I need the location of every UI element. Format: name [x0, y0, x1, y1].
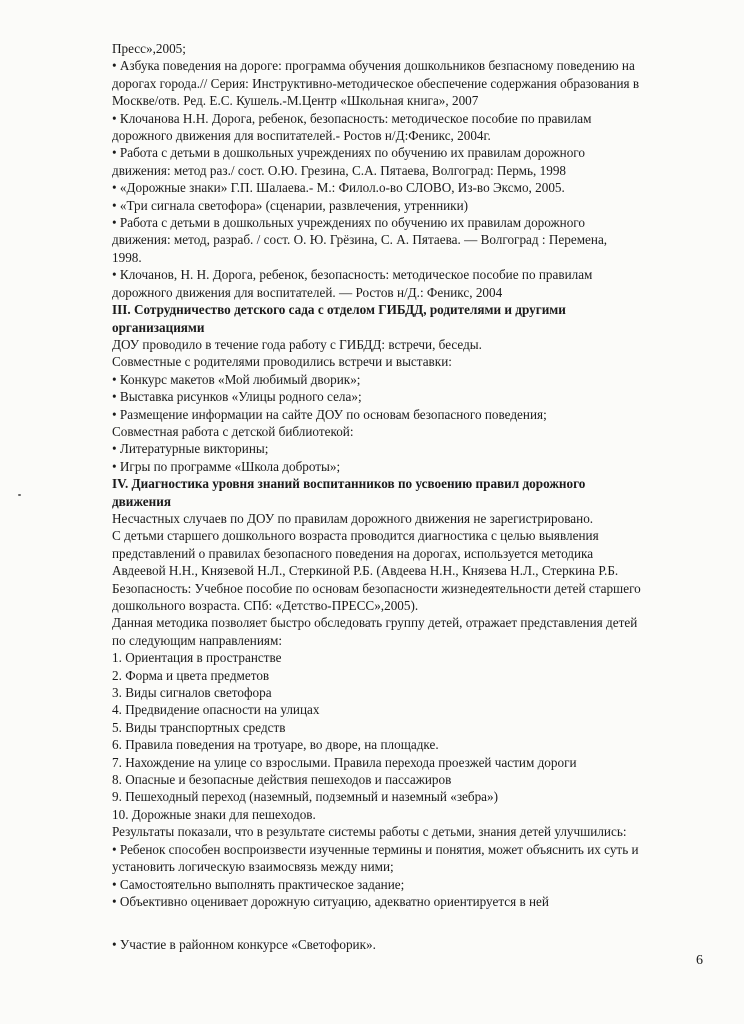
text-line: • Объективно оценивает дорожную ситуацию, адекватно ориентируется в ней — [112, 893, 549, 909]
text-line: • Ребенок способен воспроизвести изученные термины и понятия, может объяснить их суть и — [112, 841, 639, 857]
text-line: движения: метод, разраб. / сост. О. Ю. Грёзина, С. А. Пятаева. — Волгоград : Перемена, — [112, 232, 608, 248]
text-line: представлений о правилах безопасного поведения на дорогах, используется методика — [112, 545, 594, 561]
text-line: • Участие в районном конкурсе «Светофорик». — [112, 937, 376, 953]
text-line: по следующим направлениям: — [112, 632, 282, 648]
text-line: ДОУ проводило в течение года работу с ГИБДД: встречи, беседы. — [112, 336, 482, 352]
text-line: • Клочанов, Н. Н. Дорога, ребенок, безопасность: методическое пособие по правилам — [112, 267, 593, 283]
text-line: 10. Дорожные знаки для пешеходов. — [112, 806, 316, 822]
text-line: 6. Правила поведения на тротуаре, во дворе, на площадке. — [112, 737, 439, 753]
text-line: • Размещение информации на сайте ДОУ по основам безопасного поведения; — [112, 406, 547, 422]
section-heading-line: IV. Диагностика уровня знаний воспитанников по усвоению правил дорожного — [112, 476, 586, 492]
text-line: • Работа с детьми в дошкольных учреждениях по обучению их правилам дорожного — [112, 215, 585, 231]
text-line: • Литературные викторины; — [112, 441, 269, 457]
text-line: дорогах города.// Серия: Инструктивно-методическое обеспечение содержания образования в — [112, 75, 640, 91]
text-line: дошкольного возраста. СПб: «Детство-ПРЕСС»,2005). — [112, 598, 419, 613]
text-line: 5. Виды транспортных средств — [112, 719, 286, 735]
text-line: • Азбука поведения на дороге: программа обучения дошкольников безпасному поведению на — [112, 58, 635, 74]
text-line: 7. Нахождение на улице со взрослыми. Правила перехода проезжей частим дороги — [112, 754, 577, 770]
text-line: • Конкурс макетов «Мой любимый дворик»; — [112, 371, 361, 387]
text-line: Пресс»,2005; — [112, 41, 186, 56]
text-line: • Самостоятельно выполнять практическое задание; — [112, 876, 405, 892]
text-line: Авдеевой Н.Н., Князевой Н.Л., Стеркиной Р.Б. (Авдеева Н.Н., Князева Н.Л., Стеркина Р.Б. — [112, 563, 619, 579]
text-line: Безопасность: Учебное пособие по основам безопасности жизнедеятельности детей старшего — [112, 580, 641, 596]
text-line: 8. Опасные и безопасные действия пешеходов и пассажиров — [112, 772, 452, 788]
text-line: Москве/отв. Ред. Е.С. Кушель.-М.Центр «Школьная книга», 2007 — [112, 93, 479, 109]
text-line: • «Три сигнала светофора» (сценарии, развлечения, утренники) — [112, 197, 469, 213]
text-line: Совместные с родителями проводились встречи и выставки: — [112, 354, 452, 370]
text-line: движения: метод раз./ сост. О.Ю. Грезина, С.А. Пятаева, Волгоград: Пермь, 1998 — [112, 162, 567, 178]
text-line: 1. Ориентация в пространстве — [112, 650, 282, 666]
text-line: • Клочанова Н.Н. Дорога, ребенок, безопасность: методическое пособие по правилам — [112, 110, 592, 126]
text-line: С детьми старшего дошкольного возраста проводится диагностика с целью выявления — [112, 528, 599, 544]
section-heading-line: организациями — [112, 319, 205, 335]
text-line: 1998. — [112, 249, 142, 265]
text-line: 9. Пешеходный переход (наземный, подземный и наземный «зебра») — [112, 789, 499, 805]
text-line: • «Дорожные знаки» Г.П. Шалаева.- М.: Филол.о-во СЛОВО, Из-во Эксмо, 2005. — [112, 180, 565, 196]
text-line: дорожного движения для воспитателей. — Ростов н/Д.: Феникс, 2004 — [112, 284, 503, 300]
page-number: 6 — [696, 953, 703, 968]
section-heading-line: III. Сотрудничество детского сада с отделом ГИБДД, родителями и другими — [112, 302, 566, 318]
text-line: установить логическую взаимосвязь между ними; — [112, 859, 394, 875]
text-line: • Выставка рисунков «Улицы родного села»; — [112, 389, 362, 405]
text-line: • Игры по программе «Школа доброты»; — [112, 458, 341, 474]
section-heading-line: движения — [112, 493, 171, 509]
text-line: 2. Форма и цвета предметов — [112, 667, 270, 683]
text-line: • Работа с детьми в дошкольных учреждениях по обучению их правилам дорожного — [112, 145, 585, 161]
document-body — [112, 40, 712, 954]
text-line: Совместная работа с детской библиотекой: — [112, 423, 354, 439]
text-line: дорожного движения для воспитателей.- Ростов н/Д:Феникс, 2004г. — [112, 128, 491, 144]
text-line: Данная методика позволяет быстро обследовать группу детей, отражает представления детей — [112, 615, 638, 631]
text-line: 4. Предвидение опасности на улицах — [112, 702, 320, 718]
text-line: Несчастных случаев по ДОУ по правилам дорожного движения не зарегистрировано. — [112, 510, 594, 526]
text-line: 3. Виды сигналов светофора — [112, 685, 272, 701]
scan-speck — [18, 494, 21, 496]
text-line: Результаты показали, что в результате системы работы с детьми, знания детей улучшились: — [112, 824, 627, 840]
blank-line — [112, 910, 712, 936]
